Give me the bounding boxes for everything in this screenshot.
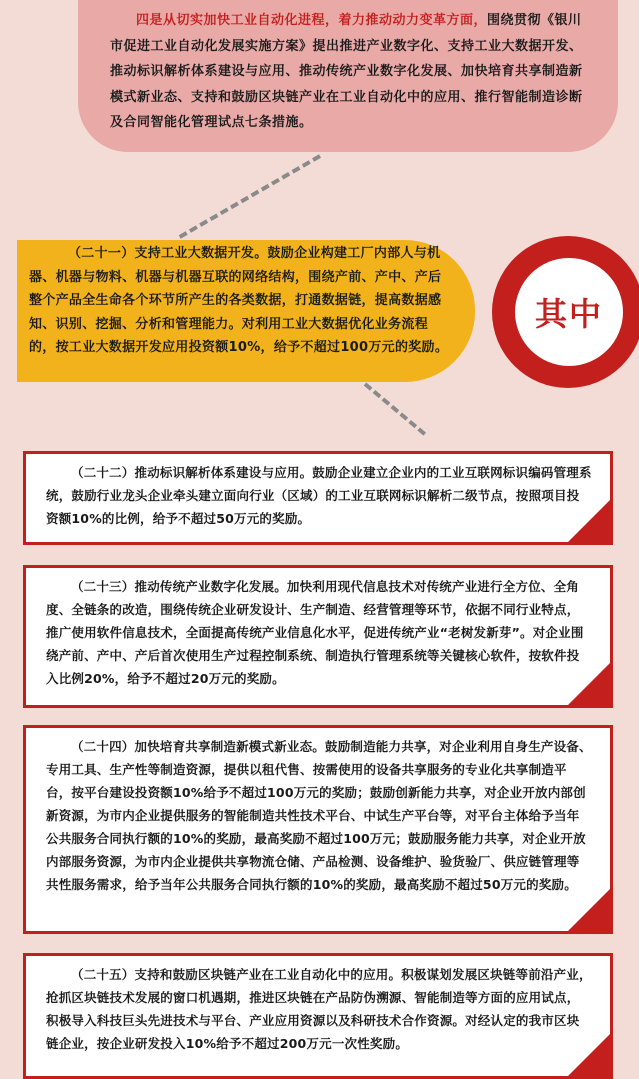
intro-body: 围绕贯彻《银川市促进工业自动化发展实施方案》提出推进产业数字化、支持工业大数据开发、推动标识解析体系建设与应用、推动传统产业数字化发展、加快培育共享制造新模式新业态、支持和鼓励区块链产业在工业自动化中的应用、推行智能制造诊断及合同智能化管理试点七条措施。 — [110, 13, 583, 130]
featured-bubble — [17, 240, 475, 382]
card-corner-decoration — [566, 887, 612, 933]
intro-bubble — [78, 0, 618, 152]
featured-text: （二十一）支持工业大数据开发。鼓励企业构建工厂内部人与机器、机器与物料、机器与机器互联的网络结构，围绕产前、产中、产后整个产品全生命各个环节所产生的各类数据，打通数据链，提高数据感知、识别、挖掘、分析和管理能力。对利用工业大数据优化业务流程的，按工业大数据开发应用投资额10%，给予不超过100万元的奖励。 — [29, 246, 449, 355]
policy-card-text: （二十三）推动传统产业数字化发展。加快利用现代信息技术对传统产业进行全方位、全角度、全链条的改造，围绕传统企业研发设计、生产制造、经营管理等环节，依据不同行业特点，推广使用软件信息技术，全面提高传统产业信息化水平，促进传统产业“老树发新芽”。对企业围绕产前、产中、产后首次使用生产过程控制系统、制造执行管理系统等关键核心软件，按软件投入比例20%，给予不超过20万元的奖励。 — [46, 579, 584, 686]
policy-card-text: （二十四）加快培育共享制造新模式新业态。鼓励制造能力共享，对企业利用自身生产设备、专用工具、生产性等制造资源，提供以租代售、按需使用的设备共享服务的专业化共享制造平台，按平台建设投资额10%给予不超过100万元的奖励；鼓励创新能力共享，对企业开放内部创新资源，为市内企业提供服务的智能制造共性技术平台、中试生产平台等，对平台主体给予当年公共服务合同执行额的10%的奖励，最高奖励不超过100万元；鼓励服务能力共享，对企业开放内部服务资源，为市内企业提供共享物流仓储、产品检测、设备维护、验货验厂、供应链管理等共性服务需求，给予当年公共服务合同执行额的10%的奖励，最高奖励不超过50万元的奖励。 — [46, 739, 592, 892]
card-corner-decoration — [566, 661, 612, 707]
badge-label: 其中 — [515, 258, 623, 366]
connector-dashes-upper — [179, 154, 321, 238]
intro-paragraph — [110, 8, 588, 136]
policy-card-text: （二十五）支持和鼓励区块链产业在工业自动化中的应用。积极谋划发展区块链等前沿产业，抢抓区块链技术发展的窗口机遇期，推进区块链在产品防伪溯源、智能制造等方面的应用试点，积极导入科技巨头先进技术与平台、产业应用资源以及科研技术合作资源。对经认定的我市区块链企业，按企业研发投入10%给予不超过200万元一次性奖励。 — [46, 967, 592, 1051]
connector-dashes-lower — [364, 382, 426, 435]
policy-card-text: （二十二）推动标识解析体系建设与应用。鼓励企业建立企业内的工业互联网标识编码管理系统，鼓励行业龙头企业牵头建立面向行业（区域）的工业互联网标识解析二级节点，按照项目投资额10%的比例，给予不超过50万元的奖励。 — [46, 465, 592, 526]
card-corner-decoration — [566, 1032, 612, 1078]
policy-card-22 — [23, 451, 613, 545]
card-corner-decoration — [566, 498, 612, 544]
policy-card-23 — [23, 565, 613, 708]
policy-card-24 — [23, 725, 613, 934]
intro-lead: 四是从切实加快工业自动化进程，着力推动动力变革方面， — [136, 13, 488, 28]
policy-card-25 — [23, 953, 613, 1079]
